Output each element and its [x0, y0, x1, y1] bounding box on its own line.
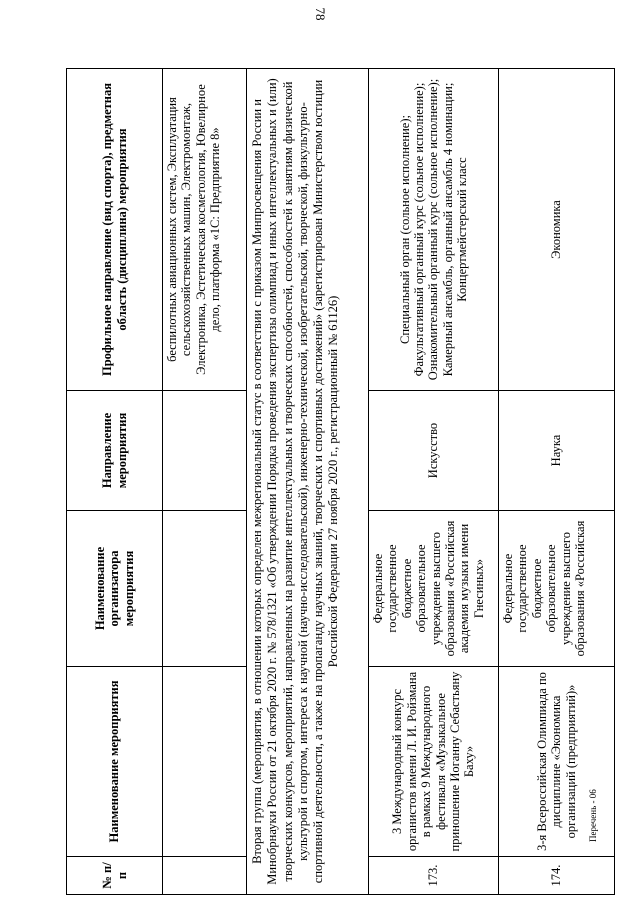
header-event-name: Наименование мероприятия	[67, 667, 163, 857]
group-heading-row	[247, 69, 369, 895]
header-organizer: Наименование организатора мероприятия	[67, 511, 163, 667]
row-profile: Экономика	[499, 69, 615, 391]
header-num: № п/п	[67, 857, 163, 895]
page-number: 78	[313, 7, 328, 21]
table-row	[369, 69, 499, 895]
row-num: 174.	[499, 857, 615, 895]
row-direction: Искусство	[369, 391, 499, 511]
header-direction: Направление мероприятия	[67, 391, 163, 511]
row-event-name: 3 Международный конкурс органистов имени Л. И. Ройзмана в рамках 9 Международного фестиваля «Музыкальное приношение Иоганну Себастьяну Баху»	[369, 667, 499, 857]
header-profile: Профильное направление (вид спорта), предметная область (дисциплина) мероприятия	[67, 69, 163, 391]
row-direction: Наука	[499, 391, 615, 511]
group-heading: Вторая группа (мероприятия, в отношении которых определен межрегиональный статус в соответствии с приказом Минпросвещения России и Минобрнауки России от 21 октября 2020 г. № 578/1321 «Об утверждении Порядка проведения экспертизы олимпиад и иных интеллектуальных и (или) творческих конкурсов, мероприятий, направленных на развитие интеллектуальных и творческих способностей, способностей к занятиям физической культурой и спортом, интереса к научной (научно-исследовательской), инженерно-технической, изобретательской, творческой, физкультурно-спортивной деятельности, а также на пропаганду научных знаний, творческих и спортивных достижений» (зарегистрирован Министерством юстиции Российской Федерации 27 ноября 2020 г., регистрационный № 61126)	[247, 69, 369, 895]
row-organizer: Федеральное государственное бюджетное образовательное учреждение высшего образования «Российская академия музыки имени Гнесиных»	[369, 511, 499, 667]
row-organizer: Федеральное государственное бюджетное образовательное учреждение высшего образования «Российская	[499, 511, 615, 667]
continuation-event-name	[163, 667, 247, 857]
row-profile: Специальный орган (сольное исполнение); Факультативный органный курс (сольное исполнение); Ознакомительный органный курс (сольное исполнение); Камерный ансамбль, органный ансамбль 4 номинации; Концертмейстерский класс	[369, 69, 499, 391]
continuation-profile: беспилотных авиационных систем, Эксплуатация сельскохозяйственных машин, Электромонтаж, Электроника, Эстетическая косметология, Ювелирное дело, платформа «1С: Предприятие 8»	[163, 69, 247, 391]
continuation-num	[163, 857, 247, 895]
continuation-organizer	[163, 511, 247, 667]
table-row	[499, 69, 615, 895]
events-table	[66, 68, 615, 895]
continuation-direction	[163, 391, 247, 511]
footer-code: Перечень - 06	[588, 789, 598, 842]
continuation-row	[163, 69, 247, 895]
row-num: 173.	[369, 857, 499, 895]
row-event-name: 3-я Всероссийская Олимпиада по дисциплине «Экономика организаций (предприятий)»	[499, 667, 615, 857]
rotated-table-sheet	[66, 69, 614, 895]
table-header-row	[67, 69, 163, 895]
